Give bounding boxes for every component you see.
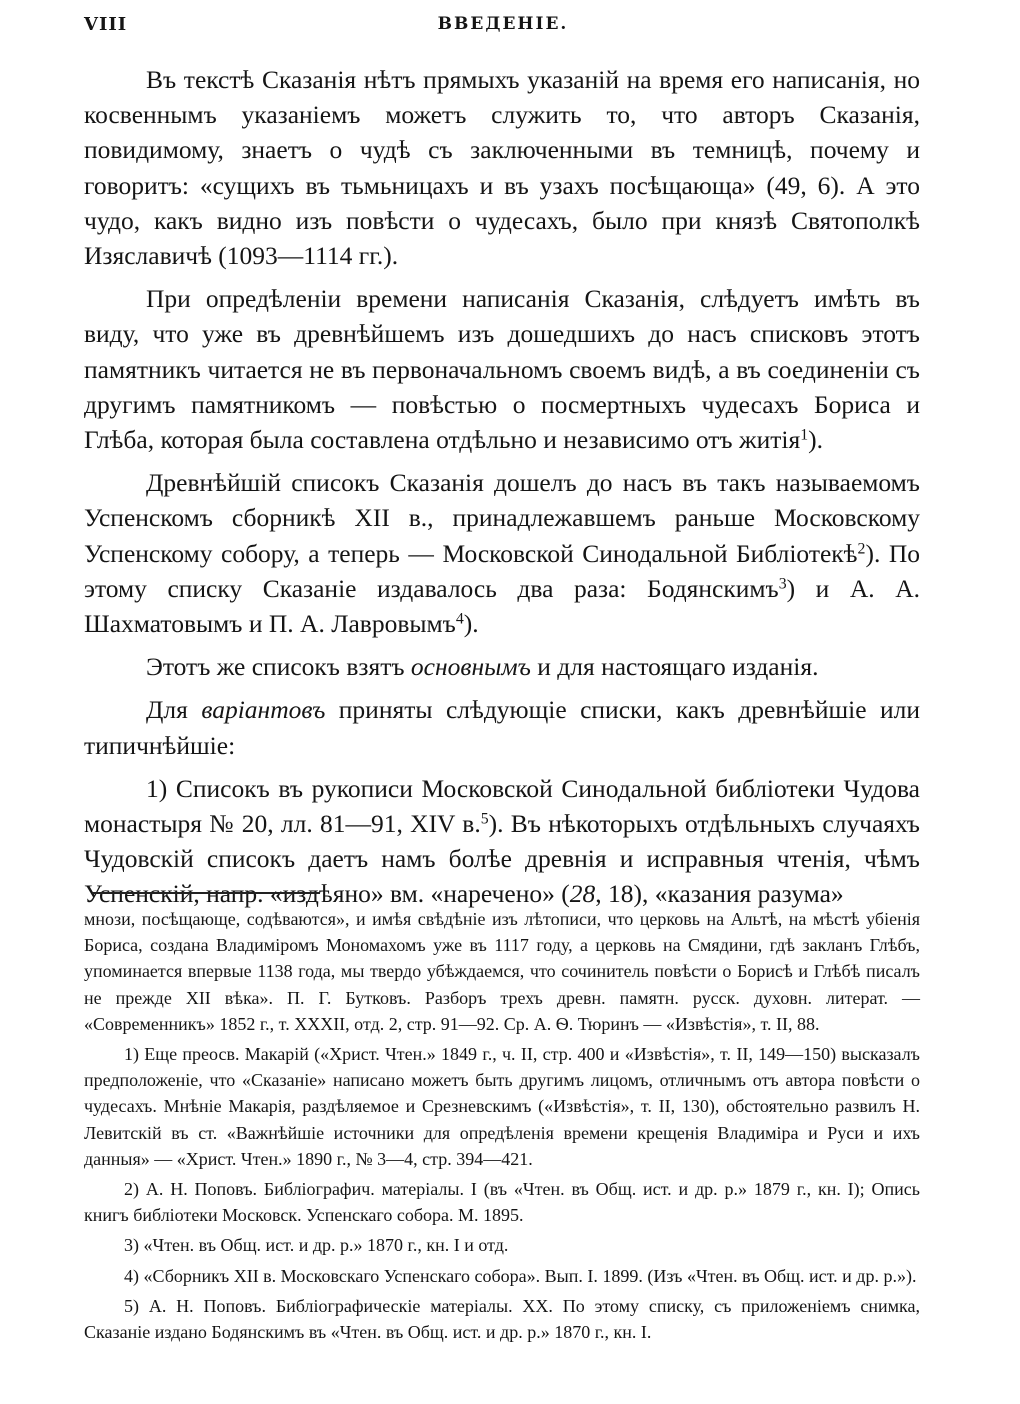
running-header	[84, 14, 922, 42]
paragraph-6-text-b: ). Въ нѣкоторыхъ отдѣльныхъ случаяхъ Чудовскій списокъ даетъ намъ болѣе древнія и исправныя чтенія, чѣмъ Успенскій, напр. «издѣяно» вм. «наречено» (	[84, 809, 920, 909]
footnote-divider	[92, 892, 320, 894]
paragraph-6-text-c: , 18), «казания разума»	[595, 879, 844, 909]
footnote-ref-4[interactable]: 4	[455, 610, 464, 628]
paragraph-5	[84, 692, 920, 762]
main-text	[84, 62, 920, 920]
footnote-ref-3[interactable]: 3	[778, 575, 787, 593]
paragraph-3	[84, 465, 920, 641]
paragraph-2	[84, 281, 920, 457]
footnote-5: 5) А. Н. Поповъ. Библіографическіе матеріалы. XX. По этому списку, съ приложеніемъ снимка, Сказаніе издано Бодянскимъ въ «Чтен. въ Общ. ист. и др. р.» 1870 г., кн. I.	[84, 1295, 920, 1343]
footnote-ref-5[interactable]: 5	[480, 810, 489, 828]
paragraph-4	[84, 649, 920, 684]
footnote-3: 3) «Чтен. въ Общ. ист. и др. р.» 1870 г., кн. I и отд.	[124, 1235, 509, 1256]
paragraph-6-citation: 28	[569, 879, 596, 909]
footnote-1: 1) Еще преосв. Макарій («Христ. Чтен.» 1849 г., ч. II, стр. 400 и «Извѣстія», т. II, 149—150) высказалъ предположеніе, что «Сказаніе» написано можетъ быть другимъ лицомъ, отличнымъ отъ автора повѣсти о чудесахъ. Мнѣніе Макарія, раздѣляемое и Срезневскимъ («Извѣстія», т. II, 130), обстоятельно развилъ Н. Левитскій въ ст. «Важнѣйшіе источники для опредѣленія времени крещенія Владиміра и Руси и ихъ данныя» — «Христ. Чтен.» 1890 г., № 3—4, стр. 394—421.	[84, 1044, 920, 1169]
paragraph-5-emphasis: варіантовъ	[201, 695, 326, 725]
paragraph-3-text-c: ) и А. А. Шахматовымъ и П. А. Лавровымъ	[84, 573, 920, 639]
footnote-continuation: мнози, посѣщающе, содѣваются», и имѣя свѣдѣніе изъ лѣтописи, что церковь на Альтѣ, на мѣстѣ убіенія Бориса, создана Владиміромъ Мономахомъ уже въ 1117 году, а церковь на Смядини, гдѣ закланъ Глѣбъ, упоминается впервые 1138 года, мы твердо убѣждаемся, что сочинитель повѣсти о Борисѣ и Глѣбѣ писалъ не прежде XII вѣка». П. Г. Бутковъ. Разборъ трехъ древн. памятн. русск. духовн. литерат. — «Современникъ» 1852 г., т. XXXII, отд. 2, стр. 91—92. Ср. А. Ѳ. Тюринъ — «Извѣстія», т. II, 88.	[84, 909, 920, 1034]
paragraph-6-text-a: 1) Списокъ въ рукописи Московской Синодальной библіотеки Чудова монастыря № 20, лл. 81—91, XIV в.	[84, 773, 920, 839]
paragraph-5-text-b: приняты слѣдующіе списки, какъ древнѣйшіе или типичнѣйшіе:	[84, 695, 920, 760]
paragraph-4-text-a: Этотъ же списокъ взятъ	[146, 652, 411, 682]
footnote-4: 4) «Сборникъ XII в. Московскаго Успенскаго собора». Вып. I. 1899. (Изъ «Чтен. въ Общ. ист. и др. р.»).	[124, 1265, 917, 1286]
footnote-ref-2[interactable]: 2	[857, 539, 866, 557]
footnote-2: 2) А. Н. Поповъ. Библіографич. матеріалы. I (въ «Чтен. въ Общ. ист. и др. р.» 1879 г., кн. I); Опись книгъ библіотеки Московск. Успенскаго собора. М. 1895.	[84, 1179, 920, 1226]
footnotes	[84, 906, 920, 1349]
paragraph-6	[84, 771, 920, 912]
paragraph-2-end: ).	[808, 425, 823, 455]
paragraph-3-text-b: ). По этому списку Сказаніе издавалось два раза: Бодянскимъ	[84, 538, 920, 603]
paragraph-2-text: При опредѣленіи времени написанія Сказанія, слѣдуетъ имѣть въ виду, что уже въ древнѣйшемъ изъ дошедшихъ до насъ списковъ этотъ памятникъ читается не въ первоначальномъ своемъ видѣ, а въ соединеніи съ другимъ памятникомъ — повѣстью о посмертныхъ чудесахъ Бориса и Глѣба, которая была составлена отдѣльно и независимо отъ житія	[84, 284, 920, 455]
paragraph-4-text-b: и для настоящаго изданія.	[530, 652, 819, 682]
footnote-ref-1[interactable]: 1	[800, 426, 809, 444]
page-number: VIII	[84, 14, 128, 35]
paragraph-1: Въ текстѣ Сказанія нѣтъ прямыхъ указаній на время его написанія, но косвеннымъ указаніемъ можетъ служить то, что авторъ Сказанія, повидимому, знаетъ о чудѣ съ заключенными въ темницѣ, почему и говоритъ: «сущихъ въ тьмьницахъ и въ узахъ посѣщающа» (49, 6). А это чудо, какъ видно изъ повѣсти о чудесахъ, было при князѣ Святополкѣ Изяславичѣ (1093—1114 гг.).	[84, 65, 920, 271]
paragraph-5-text-a: Для	[146, 695, 202, 725]
paragraph-3-text-a: Древнѣйшій списокъ Сказанія дошелъ до насъ въ такъ называемомъ Успенскомъ сборникѣ XII в., принадлежавшемъ раньше Московскому Успенскому собору, а теперь — Московской Синодальной Библіотекѣ	[84, 468, 920, 568]
paragraph-4-emphasis: основнымъ	[410, 652, 531, 682]
paragraph-3-text-d: ).	[463, 609, 479, 639]
running-title: ВВЕДЕНІЕ.	[437, 14, 569, 34]
